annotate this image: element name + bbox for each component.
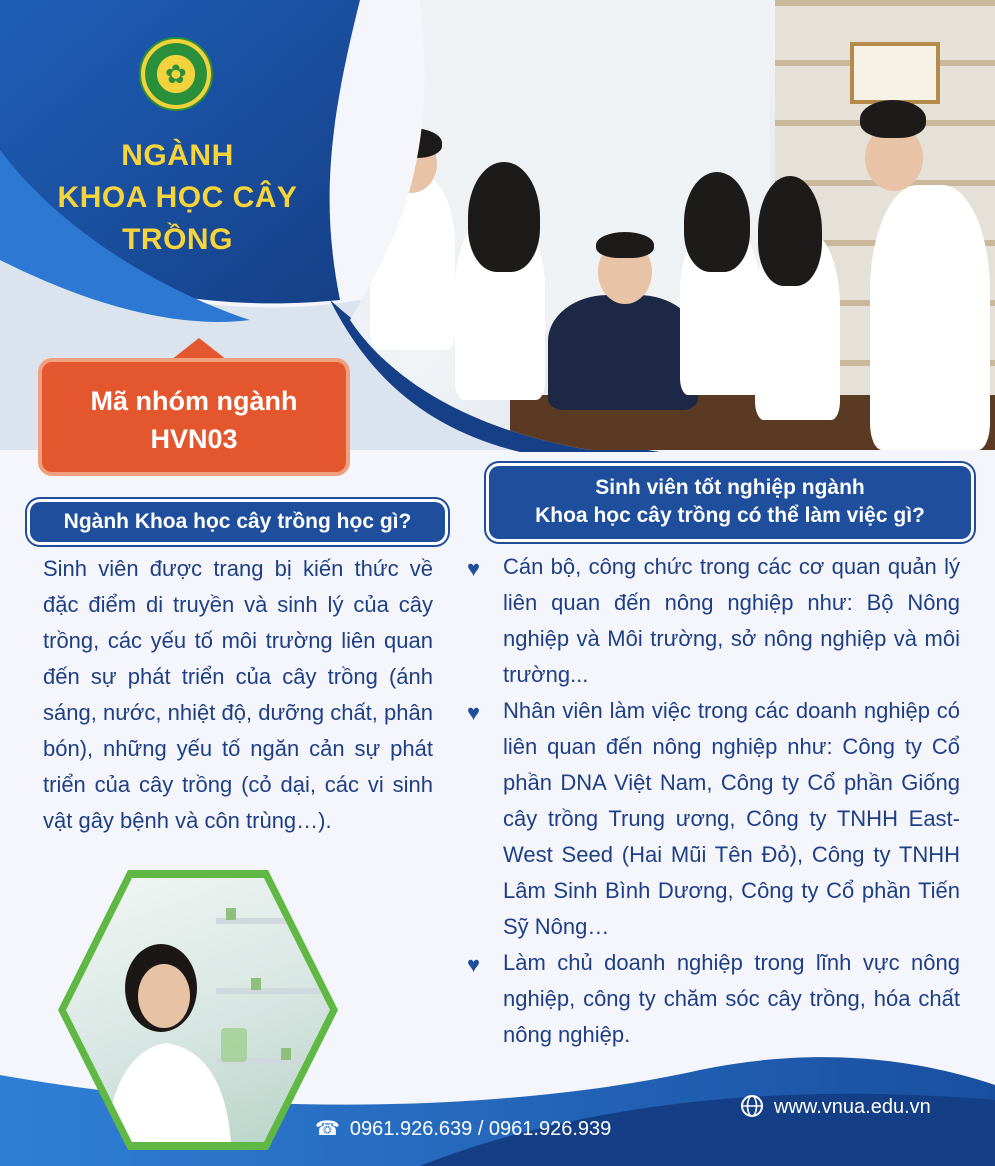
photo-person-hair <box>596 232 654 258</box>
photo-person-hair <box>758 176 822 286</box>
list-item <box>465 693 960 945</box>
lab-photo <box>66 878 330 1142</box>
major-title-line2: KHOA HỌC CÂY TRỒNG <box>57 181 298 256</box>
major-title <box>20 135 335 261</box>
career-item-text: Nhân viên làm việc trong các doanh nghiệp có liên quan đến nông nghiệp như: Công ty Cổ phần DNA Việt Nam, Công ty Cổ phần Giống cây trồng Trung ương, Công ty TNHH East-West Seed (Hai Mũi Tên Đỏ), Công ty TNHH Lâm Sinh Bình Dương, Công ty Cổ phần Tiến Sỹ Nông… <box>503 698 960 939</box>
major-code-value: HVN03 <box>150 424 238 454</box>
photo-person <box>870 185 990 450</box>
phone-number: 0961.926.639 / 0961.926.939 <box>349 1118 612 1140</box>
globe-icon <box>740 1094 764 1120</box>
code-box-pointer <box>171 338 227 360</box>
career-heading-line1: Sinh viên tốt nghiệp ngành <box>595 476 865 499</box>
career-item-text: Cán bộ, công chức trong các cơ quan quản lý liên quan đến nông nghiệp như: Bộ Nông nghiệp và Môi trường, sở nông nghiệp và môi trường... <box>503 554 960 687</box>
logo-star-icon: ✿ <box>165 59 187 89</box>
photo-person-hair <box>468 162 540 272</box>
heart-icon: ♥ <box>467 952 481 977</box>
photo-person-hair <box>684 172 750 272</box>
career-heading-line2: Khoa học cây trồng có thể làm việc gì? <box>535 504 925 527</box>
phone-icon: ☎ <box>315 1118 340 1140</box>
photo-person <box>548 295 698 410</box>
major-title-line1: NGÀNH <box>121 139 234 172</box>
career-item-text: Làm chủ doanh nghiệp trong lĩnh vực nông nghiệp, công ty chăm sóc cây trồng, hóa chất nông nghiệp. <box>503 950 960 1047</box>
study-heading: Ngành Khoa học cây trồng học gì? <box>30 502 445 542</box>
lab-photo-scene <box>66 878 330 1142</box>
website-text: www.vnua.edu.vn <box>774 1096 931 1118</box>
website[interactable] <box>740 1094 931 1120</box>
photo-person-hair <box>860 100 926 138</box>
phone-contact[interactable] <box>315 1116 611 1142</box>
major-code-label: Mã nhóm ngành <box>90 386 298 416</box>
major-code-box <box>38 358 350 476</box>
career-heading <box>489 466 971 539</box>
photo-certificate-frame <box>850 42 940 104</box>
career-list <box>465 549 960 1053</box>
group-photo <box>330 0 995 450</box>
university-logo <box>139 37 213 111</box>
list-item <box>465 945 960 1053</box>
study-description: Sinh viên được trang bị kiến thức về đặc điểm di truyền và sinh lý của cây trồng, các yếu tố môi trường liên quan đến sự phát triển của cây trồng (ánh sáng, nước, nhiệt độ, dưỡng chất, phân bón), những yếu tố ngăn cản sự phát triển của cây trồng (cỏ dại, các vi sinh vật gây bệnh và côn trùng…). <box>43 556 433 833</box>
heart-icon: ♥ <box>467 556 481 581</box>
heart-icon: ♥ <box>467 700 481 725</box>
list-item <box>465 549 960 693</box>
